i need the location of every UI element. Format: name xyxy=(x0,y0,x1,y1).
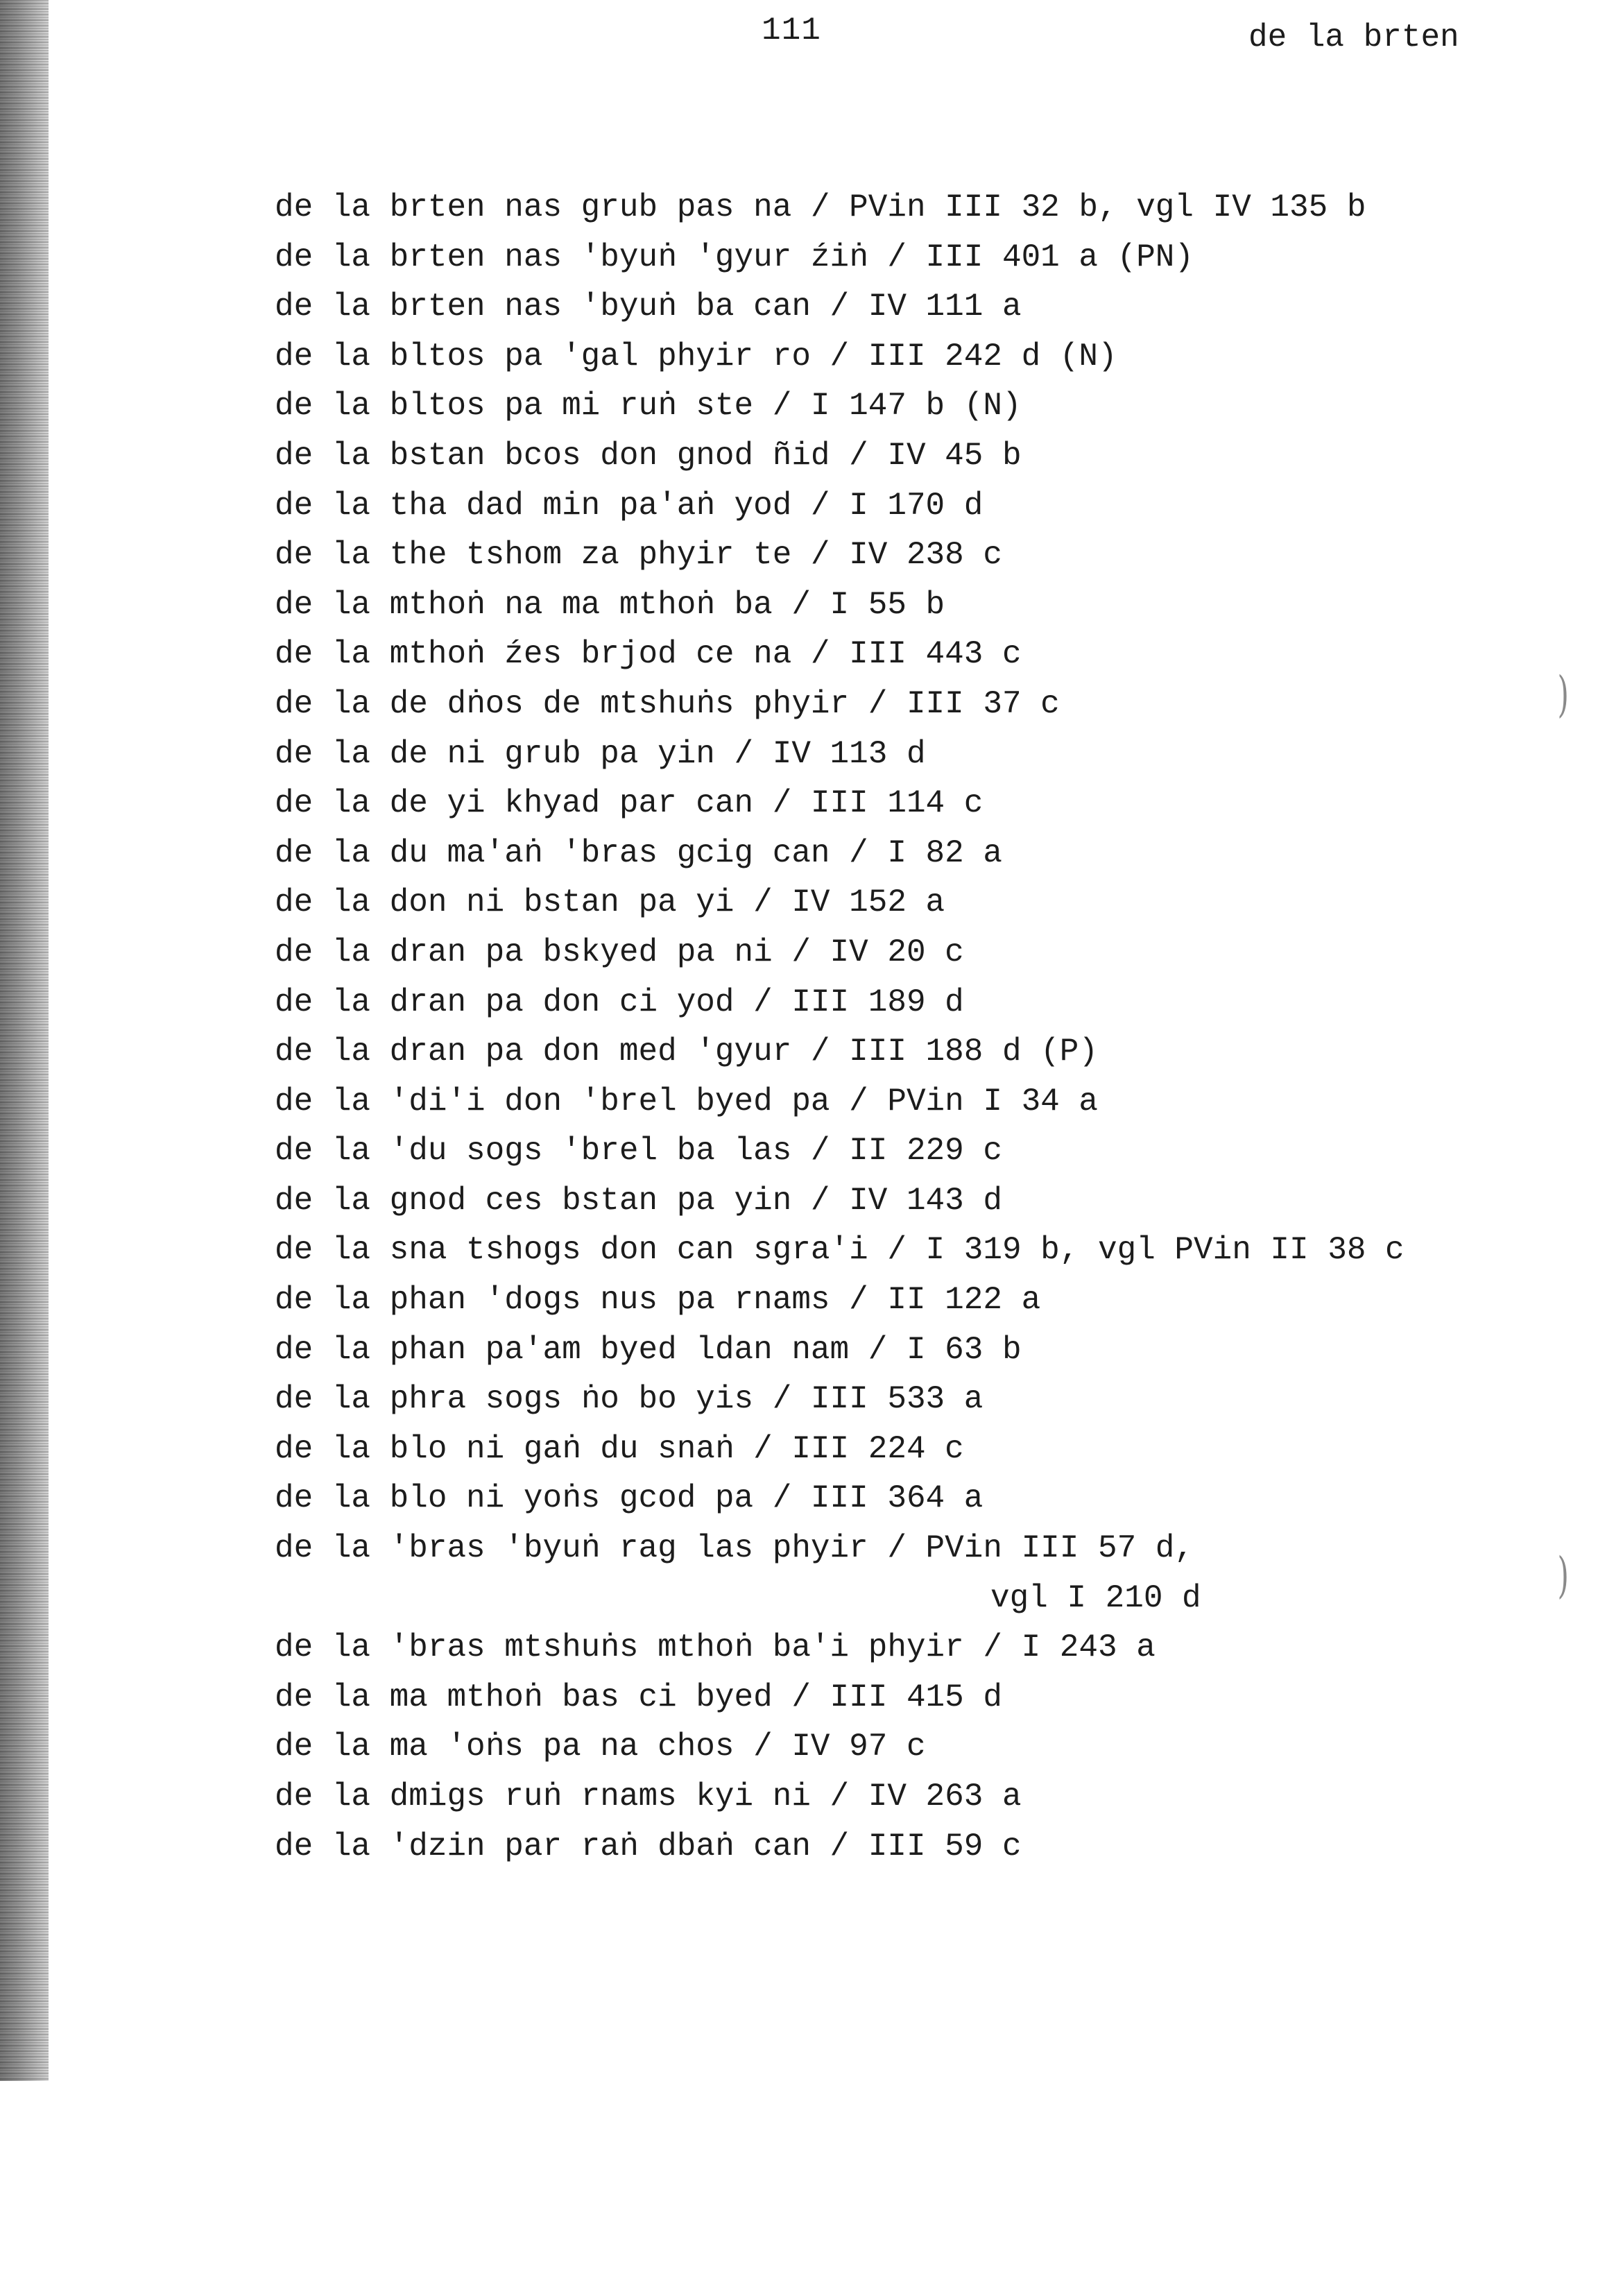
binding-edge xyxy=(0,0,49,2081)
list-item xyxy=(275,1326,1579,1376)
entry-text: de la 'bras 'byuṅ rag las phyir / PVin III 57 d, xyxy=(275,1530,1194,1567)
running-head: de la brten xyxy=(1248,19,1459,55)
list-item xyxy=(275,978,1579,1028)
entry-text: de la bltos pa mi ruṅ ste / I 147 b (N) xyxy=(275,388,1022,425)
list-item xyxy=(275,928,1579,978)
list-item xyxy=(275,1375,1579,1425)
entry-text: de la mthoṅ na ma mthoṅ ba / I 55 b xyxy=(275,586,945,623)
list-item xyxy=(275,1027,1579,1077)
list-item xyxy=(275,1822,1579,1872)
entry-text: de la phan 'dogs nus pa rnams / II 122 a xyxy=(275,1282,1041,1319)
entry-text: de la du ma'aṅ 'bras gcig can / I 82 a xyxy=(275,834,1002,871)
list-item xyxy=(275,1772,1579,1822)
list-item xyxy=(275,531,1579,581)
list-item xyxy=(275,481,1579,531)
entry-text: de la phan pa'am byed ldan nam / I 63 b xyxy=(275,1331,1022,1368)
list-item xyxy=(275,1673,1579,1723)
entry-text: de la ma 'oṅs pa na chos / IV 97 c xyxy=(275,1729,926,1765)
entry-text: de la dran pa bskyed pa ni / IV 20 c xyxy=(275,934,964,970)
list-item xyxy=(275,233,1579,283)
entry-text: de la brten nas grub pas na / PVin III 32 b, vgl IV 135 b xyxy=(275,189,1366,225)
list-item xyxy=(275,779,1579,829)
entry-text: de la dmigs ruṅ rnams kyi ni / IV 263 a xyxy=(275,1779,1022,1815)
entry-text: de la dran pa don med 'gyur / III 188 d (P) xyxy=(275,1034,1098,1070)
list-item xyxy=(275,878,1579,928)
list-item xyxy=(275,1276,1579,1326)
entry-text: de la blo ni gaṅ du snaṅ / III 224 c xyxy=(275,1430,964,1467)
entry-text: de la de ni grub pa yin / IV 113 d xyxy=(275,735,926,772)
list-item xyxy=(275,431,1579,481)
list-item xyxy=(275,1126,1579,1176)
margin-mark: ) xyxy=(1557,1547,1569,1604)
list-item xyxy=(275,282,1579,332)
entry-text: de la bltos pa 'gal phyir ro / III 242 d (N) xyxy=(275,338,1117,375)
entry-text: de la 'du sogs 'brel ba las / II 229 c xyxy=(275,1133,1002,1170)
list-item xyxy=(275,183,1579,233)
entry-text: de la tha dad min pa'aṅ yod / I 170 d xyxy=(275,487,984,524)
entry-text: de la 'bras mtshuṅs mthoṅ ba'i phyir / I 243 a xyxy=(275,1629,1156,1666)
list-item xyxy=(275,382,1579,431)
list-item xyxy=(275,1623,1579,1673)
entry-text: de la 'di'i don 'brel byed pa / PVin I 34 a xyxy=(275,1083,1098,1120)
entry-text: de la bstan bcos don gnod ñid / IV 45 b xyxy=(275,437,1022,474)
entry-text: de la gnod ces bstan pa yin / IV 143 d xyxy=(275,1182,1002,1219)
entry-text: de la the tshom za phyir te / IV 238 c xyxy=(275,537,1002,574)
list-item xyxy=(275,1524,1579,1623)
list-item xyxy=(275,1077,1579,1127)
list-item xyxy=(275,1722,1579,1772)
page-number: 111 xyxy=(762,12,821,49)
entry-text: de la don ni bstan pa yi / IV 152 a xyxy=(275,884,945,921)
list-item xyxy=(275,680,1579,730)
entry-text: de la mthoṅ źes brjod ce na / III 443 c xyxy=(275,636,1022,673)
entry-text: de la de yi khyad par can / III 114 c xyxy=(275,785,984,822)
entry-text: de la dran pa don ci yod / III 189 d xyxy=(275,984,964,1020)
list-item xyxy=(275,1226,1579,1276)
entry-text: de la 'dzin par raṅ dbaṅ can / III 59 c xyxy=(275,1828,1022,1865)
list-item xyxy=(275,730,1579,780)
entry-text: de la sna tshogs don can sgra'i / I 319 b, vgl PVin II 38 c xyxy=(275,1232,1405,1269)
entry-text: de la brten nas 'byuṅ ba can / IV 111 a xyxy=(275,289,1022,325)
entry-continuation: vgl I 210 d xyxy=(990,1579,1201,1616)
entry-text: de la de dṅos de mtshuṅs phyir / III 37 c xyxy=(275,685,1060,722)
entry-text: de la brten nas 'byuṅ 'gyur źiṅ / III 401 a (PN) xyxy=(275,239,1194,275)
list-item xyxy=(275,1474,1579,1524)
list-item xyxy=(275,1176,1579,1226)
entry-text: de la blo ni yoṅs gcod pa / III 364 a xyxy=(275,1480,984,1517)
list-item xyxy=(275,829,1579,879)
list-item xyxy=(275,1425,1579,1475)
margin-mark: ) xyxy=(1557,666,1569,723)
entry-text: de la phra sogs ṅo bo yis / III 533 a xyxy=(275,1381,984,1418)
list-item xyxy=(275,630,1579,680)
entry-list xyxy=(275,183,1579,1871)
list-item xyxy=(275,581,1579,631)
entry-text: de la ma mthoṅ bas ci byed / III 415 d xyxy=(275,1679,1002,1715)
list-item xyxy=(275,332,1579,382)
